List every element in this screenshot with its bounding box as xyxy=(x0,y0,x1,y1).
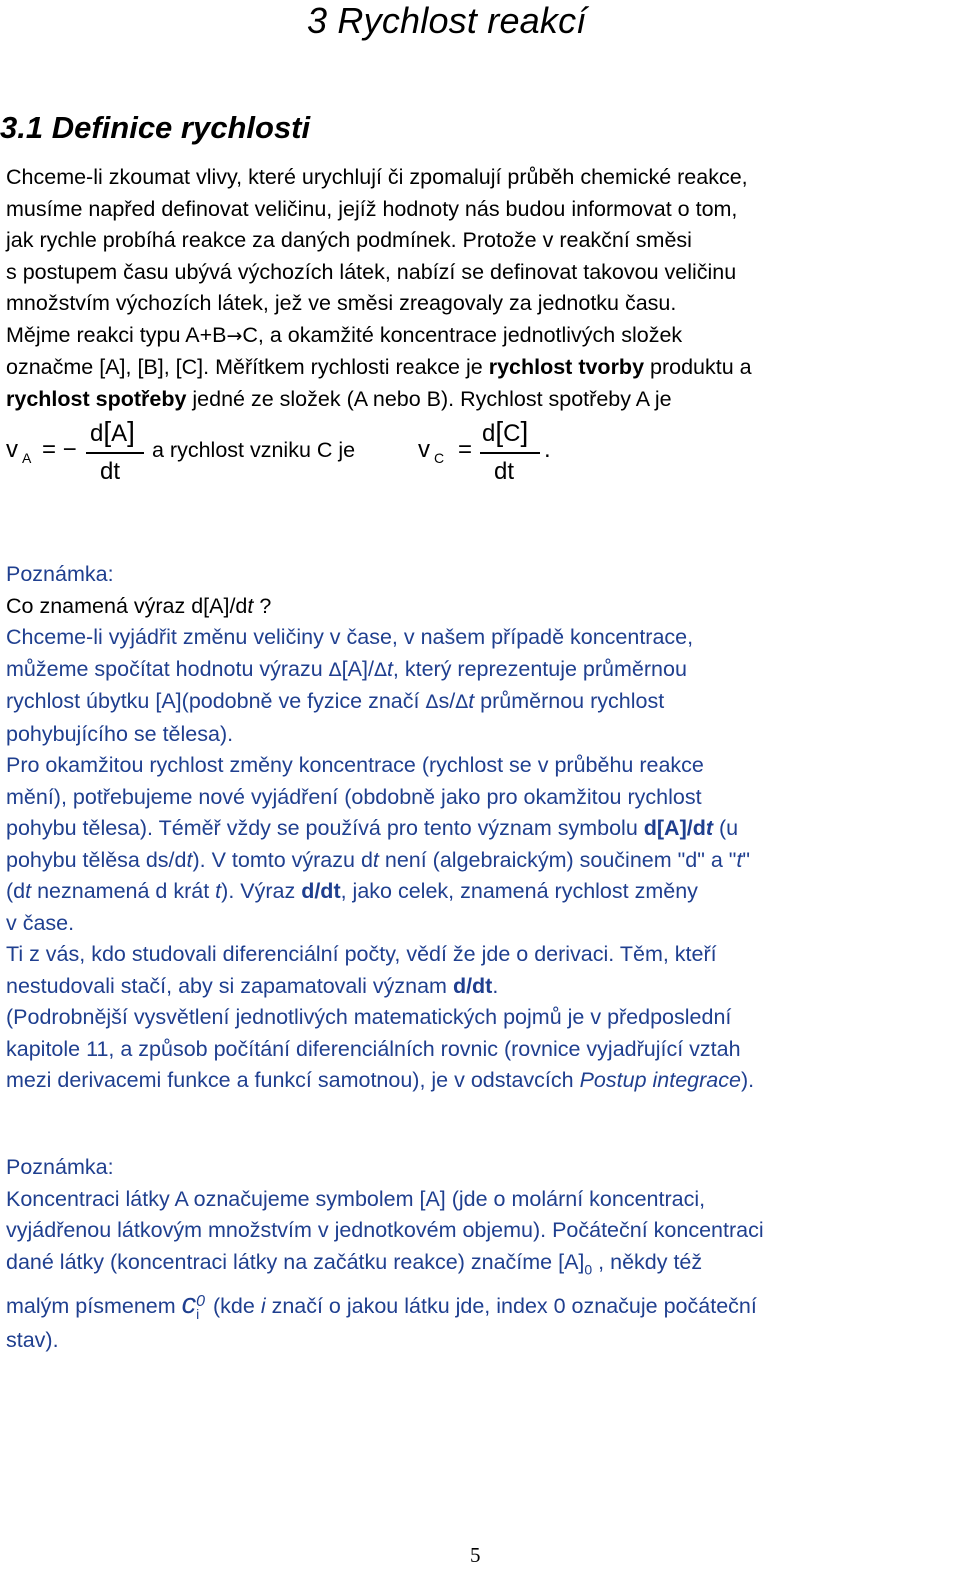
page-number: 5 xyxy=(470,1543,481,1567)
arrow-icon: → xyxy=(226,324,243,347)
text-line: v čase. xyxy=(6,910,75,935)
note-label: Poznámka: xyxy=(6,1155,114,1179)
text-run: , jako celek, znamená rychlost změny xyxy=(340,879,698,903)
denominator: dt xyxy=(494,458,515,485)
italic-t: t xyxy=(372,847,379,872)
bold-term: d/dt xyxy=(452,973,493,998)
text-line: vyjádřenou látkovým množstvím v jednotkovém objemu). Počáteční koncentraci xyxy=(6,1218,764,1242)
section-title: 3.1 Definice rychlosti xyxy=(0,110,311,145)
denominator: dt xyxy=(100,458,121,485)
text-run: (u xyxy=(713,816,739,840)
text-run: C, a okamžité koncentrace jednotlivých složek xyxy=(242,322,683,347)
italic-t: t xyxy=(468,689,475,713)
text-run: (kde xyxy=(207,1294,261,1319)
differential-d: d xyxy=(482,420,496,447)
species: A xyxy=(111,420,128,447)
text-line: pohybujícího se tělesa). xyxy=(6,721,234,746)
text-run: . xyxy=(492,973,499,998)
text-run: , někdy též xyxy=(592,1249,703,1274)
text-run: [A]/ xyxy=(341,656,374,681)
italic-t: t xyxy=(736,847,743,872)
text-line: stav). xyxy=(6,1328,59,1353)
bracket-close: ] xyxy=(520,416,529,447)
text-run: nestudovali stačí, aby si zapamatovali význam xyxy=(6,973,453,998)
superscript-zero: 0 xyxy=(196,1292,206,1310)
formula-middle-text: a rychlost vzniku C je xyxy=(152,438,356,462)
text-run: produktu a xyxy=(644,355,752,379)
fraction-bar xyxy=(480,452,540,454)
note-question xyxy=(6,591,960,623)
formula-period: . xyxy=(544,436,551,463)
species: C xyxy=(503,420,521,447)
note-concentration xyxy=(6,1152,960,1357)
delta-icon: Δ xyxy=(328,658,342,681)
italic-t: t xyxy=(186,847,193,872)
text-run: ). V tomto výrazu d xyxy=(192,847,373,872)
text-run: , který reprezentuje průměrnou xyxy=(392,656,687,681)
text-line xyxy=(6,813,960,845)
text-line xyxy=(6,971,960,1003)
bold-term: rychlost tvorby xyxy=(488,355,645,379)
text-run: ). xyxy=(740,1068,755,1092)
text-line: Ti z vás, kdo studovali diferenciální počty, vědí že jde o derivaci. Těm, kteří xyxy=(6,942,717,966)
numerator xyxy=(90,416,135,448)
bracket-open: [ xyxy=(495,416,504,447)
text-line: Chceme-li vyjádřit změnu veličiny v čase, v našem případě koncentrace, xyxy=(6,625,694,649)
symbol-c: c xyxy=(181,1288,197,1321)
italic-term: Postup integrace xyxy=(579,1068,741,1092)
text-run: Mějme reakci typu A+B xyxy=(6,322,227,347)
note-derivative xyxy=(6,559,960,1097)
chapter-title: 3 Rychlost reakcí xyxy=(307,0,587,41)
text-run: pohybu tělěsa ds/d xyxy=(6,847,187,872)
text-line: Pro okamžitou rychlost změny koncentrace (rychlost se v průběhu reakce xyxy=(6,753,704,777)
text-run: rychlost úbytku [A](podobně ve fyzice značí xyxy=(6,689,426,713)
text-run: označme [A], [B], [C]. Měřítkem rychlosti reakce je xyxy=(6,355,489,379)
text-line: mění), potřebujeme nové vyjádření (obdobně jako pro okamžitou rychlost xyxy=(6,784,702,809)
text-line xyxy=(6,686,960,719)
delta-icon: Δ xyxy=(373,658,387,681)
text-run: ? xyxy=(253,593,272,618)
text-run: mezi derivacemi funkce a funkcí samotnou), je v odstavcích xyxy=(6,1068,580,1092)
text-line: jak rychle probíhá reakce za daných podmínek. Protože v reakční směsi xyxy=(6,228,692,252)
italic-t: t xyxy=(386,656,393,681)
velocity-subscript: A xyxy=(22,450,32,466)
text-line: musíme napřed definovat veličinu, jejíž hodnoty nás budou informovat o tom, xyxy=(6,196,738,221)
text-line xyxy=(6,384,960,416)
text-line xyxy=(6,845,960,877)
text-line xyxy=(6,654,960,687)
text-line: (Podrobnější vysvětlení jednotlivých matematických pojmů je v předposlední xyxy=(6,1005,732,1029)
text-line xyxy=(6,320,960,353)
definition-paragraph xyxy=(6,162,960,415)
text-line: množstvím výchozích látek, jež ve směsi zreagovaly za jednotku času. xyxy=(6,291,677,315)
text-line: Chceme-li zkoumat vlivy, které urychlují či zpomalují průběh chemické reakce, xyxy=(6,165,748,189)
delta-icon: Δ xyxy=(425,691,439,713)
fraction-bar xyxy=(86,452,144,454)
text-run: jedné ze složek (A nebo B). Rychlost spotřeby A je xyxy=(186,386,672,411)
differential-d: d xyxy=(90,420,104,447)
text-run: dané látky (koncentraci látky na začátku reakce) značíme [A] xyxy=(6,1249,585,1274)
bracket-close: ] xyxy=(127,416,135,447)
text-line xyxy=(6,352,960,384)
text-run: není (algebraickým) součinem "d" a " xyxy=(378,847,737,872)
text-run: ). Výraz xyxy=(221,879,302,903)
italic-t: t xyxy=(247,593,254,618)
text-line xyxy=(6,1285,960,1325)
equals-minus: = − xyxy=(42,436,77,463)
italic-t: t xyxy=(25,879,32,903)
text-line: Koncentraci látky A označujeme symbolem [A] (jde o molární koncentraci, xyxy=(6,1186,706,1211)
text-run: průměrnou rychlost xyxy=(474,689,665,713)
subscript-zero: 0 xyxy=(584,1260,593,1277)
text-run: s/ xyxy=(438,689,456,713)
numerator xyxy=(482,416,528,448)
text-line xyxy=(6,1247,960,1286)
text-run: " xyxy=(742,847,751,872)
velocity-subscript: C xyxy=(434,450,445,466)
text-line xyxy=(6,1065,960,1097)
velocity-symbol: v xyxy=(6,436,18,463)
velocity-symbol: v xyxy=(418,436,430,463)
text-line xyxy=(6,876,960,908)
rate-formula xyxy=(6,412,906,502)
note-label: Poznámka: xyxy=(6,562,114,586)
equals-sign: = xyxy=(458,436,473,463)
bold-term: d[A]/d xyxy=(643,816,706,840)
text-run: neznamená d krát xyxy=(31,879,216,903)
bracket-open: [ xyxy=(103,416,112,447)
italic-t: t xyxy=(705,816,714,840)
text-line: kapitole 11, a způsob počítání diferenciálních rovnic (rovnice vyjadřující vztah xyxy=(6,1036,741,1061)
subscript-i: i xyxy=(196,1305,200,1322)
text-line: s postupem času ubývá výchozích látek, nabízí se definovat takovou veličinu xyxy=(6,259,737,284)
text-run: značí o jakou látku jde, index 0 označuje počáteční xyxy=(265,1294,757,1319)
italic-t: t xyxy=(215,879,222,903)
bold-term: d/dt xyxy=(301,879,341,903)
text-run: (d xyxy=(6,879,26,903)
text-run: malým písmenem xyxy=(6,1294,182,1319)
text-run: Co znamená výraz d[A]/d xyxy=(6,593,248,618)
text-run: pohybu tělesa). Téměř vždy se používá pro tento význam symbolu xyxy=(6,816,644,840)
italic-i: i xyxy=(260,1294,266,1319)
text-run: můžeme spočítat hodnotu výrazu xyxy=(6,656,329,681)
bold-term: rychlost spotřeby xyxy=(6,386,187,411)
delta-icon: Δ xyxy=(455,691,469,713)
